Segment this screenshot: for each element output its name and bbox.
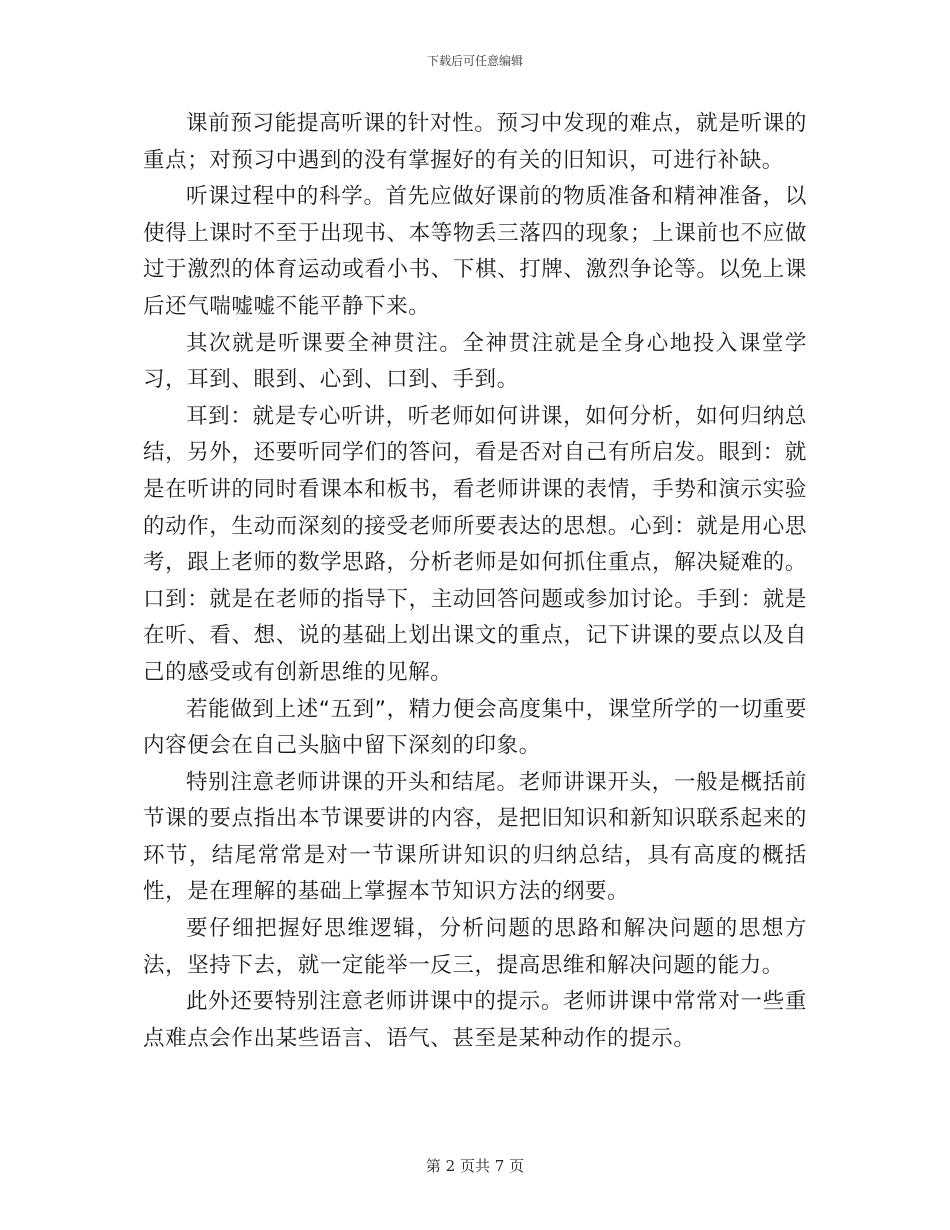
document-body [143,106,807,1057]
paragraph-1: 课前预习能提高听课的针对性。预习中发现的难点，就是听课的重点；对预习中遇到的没有掌握好的有关的旧知识，可进行补缺。 [143,111,807,173]
paragraph-6: 特别注意老师讲课的开头和结尾。老师讲课开头，一般是概括前节课的要点指出本节课要讲的内容，是把旧知识和新知识联系起来的环节，结尾常常是对一节课所讲知识的归纳总结，具有高度的概括性，是在理解的基础上掌握本节知识方法的纲要。 [143,769,807,905]
page-footer: 第 2 页共 7 页 [425,1157,525,1175]
paragraph-4: 耳到：就是专心听讲，听老师如何讲课，如何分析，如何归纳总结，另外，还要听同学们的答问，看是否对自己有所启发。眼到：就是在听讲的同时看课本和板书，看老师讲课的表情，手势和演示实验的动作，生动而深刻的接受老师所要表达的思想。心到：就是用心思考，跟上老师的数学思路，分析老师是如何抓住重点，解决疑难的。口到：就是在老师的指导下，主动回答问题或参加讨论。手到：就是在听、看、想、说的基础上划出课文的重点，记下讲课的要点以及自己的感受或有创新思维的见解。 [143,403,807,685]
paragraph-5: 若能做到上述“五到”，精力便会高度集中，课堂所学的一切重要内容便会在自己头脑中留下深刻的印象。 [143,696,807,759]
paragraph-7: 要仔细把握好思维逻辑，分析问题的思路和解决问题的思想方法，坚持下去，就一定能举一反三，提高思维和解决问题的能力。 [143,916,807,978]
page-header: 下载后可任意编辑 [426,54,523,68]
paragraph-8: 此外还要特别注意老师讲课中的提示。老师讲课中常常对一些重点难点会作出某些语言、语气、甚至是某种动作的提示。 [143,989,807,1051]
paragraph-2: 听课过程中的科学。首先应做好课前的物质准备和精神准备，以使得上课时不至于出现书、本等物丢三落四的现象；上课前也不应做过于激烈的体育运动或看小书、下棋、打牌、激烈争论等。以免上课后还气喘嘘嘘不能平静下来。 [143,184,807,319]
paragraph-3: 其次就是听课要全神贯注。全神贯注就是全身心地投入课堂学习，耳到、眼到、心到、口到、手到。 [143,330,807,393]
